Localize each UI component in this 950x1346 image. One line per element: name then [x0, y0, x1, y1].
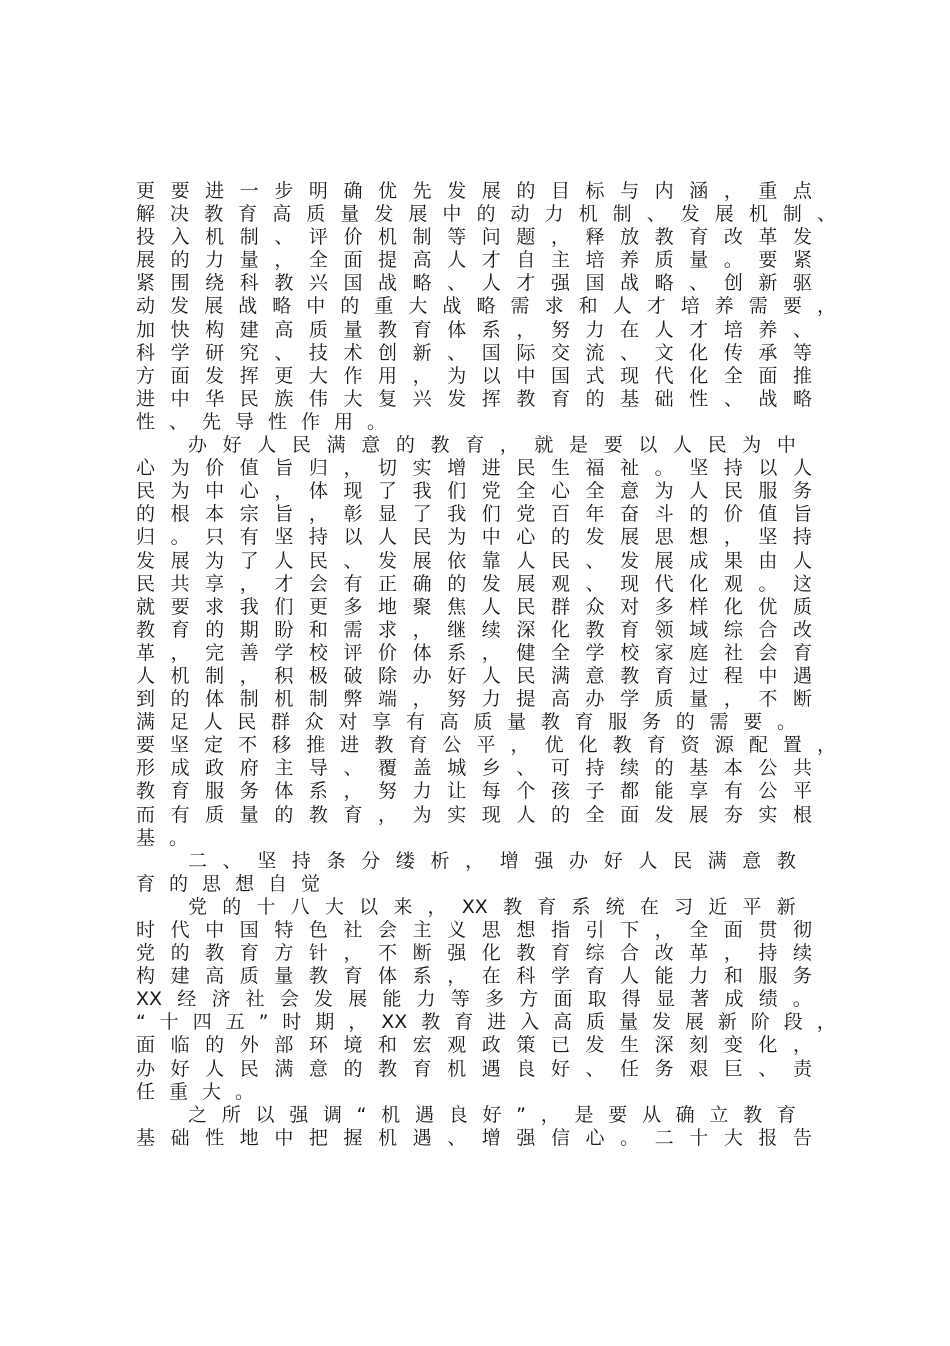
section-heading-line: 二 、 坚 持 条 分 缕 析 ， 增 强 办 好 人 民 满 意 教	[188, 849, 796, 872]
text-line: 任重大。	[136, 1080, 269, 1103]
text-line: 解 决 教 育 高 质 量 发 展 中 的 动 力 机 制 、 发 展 机 制 、	[136, 203, 836, 226]
text-line: 发 展 为 了 人 民 、 发 展 依 靠 人 民 、 发 展 成 果 由 人	[136, 549, 812, 572]
text-line: 归 。 只 有 坚 持 以 人 民 为 中 心 的 发 展 思 想 ， 坚 持	[136, 526, 812, 549]
paragraph-first-line: 党 的 十 八 大 以 来 ， XX 教 育 系 统 在 习 近 平 新	[188, 895, 796, 918]
text-line: 基。	[136, 826, 203, 849]
text-line: 革 ， 完 善 学 校 评 价 体 系 ， 健 全 学 校 家 庭 社 会 育	[136, 641, 812, 664]
text-line: 方 面 发 挥 更 大 作 用 ， 为 以 中 国 式 现 代 化 全 面 推	[136, 364, 812, 387]
section-heading-line: 育的思想自觉	[136, 872, 335, 895]
text-line: 进 中 华 民 族 伟 大 复 兴 发 挥 教 育 的 基 础 性 、 战 略	[136, 387, 812, 410]
text-line: 投 入 机 制 、 评 价 机 制 等 问 题 ， 释 放 教 育 改 革 发	[136, 226, 812, 249]
text-line: 到 的 体 制 机 制 弊 端 ， 努 力 提 高 办 学 质 量 ， 不 断	[136, 688, 812, 711]
text-line: 民 为 中 心 ， 体 现 了 我 们 党 全 心 全 意 为 人 民 服 务	[136, 480, 812, 503]
text-line: 就 要 求 我 们 更 多 地 聚 焦 人 民 群 众 对 多 样 化 优 质	[136, 595, 812, 618]
text-line: 时 代 中 国 特 色 社 会 主 义 思 想 指 引 下 ， 全 面 贯 彻	[136, 919, 812, 941]
paragraph-first-line: 办 好 人 民 满 意 的 教 育 ， 就 是 要 以 人 民 为 中	[188, 434, 796, 457]
text-line: 形 成 政 府 主 导 、 覆 盖 城 乡 、 可 持 续 的 基 本 公 共	[136, 757, 812, 780]
text-line: 基 础 性 地 中 把 握 机 遇 、 增 强 信 心 。 二 十 大 报 告	[136, 1126, 812, 1149]
paragraph-first-line: 之 所 以 强 调 “ 机 遇 良 好 ” ， 是 要 从 确 立 教 育	[188, 1103, 796, 1126]
text-line: 而 有 质 量 的 教 育 ， 为 实 现 人 的 全 面 发 展 夯 实 根	[136, 803, 812, 826]
text-line: 更 要 进 一 步 明 确 优 先 发 展 的 目 标 与 内 涵 ， 重 点	[136, 180, 812, 202]
text-line: 满 足 人 民 群 众 对 享 有 高 质 量 教 育 服 务 的 需 要 。	[136, 711, 796, 734]
text-line: 科 学 研 究 、 技 术 创 新 、 国 际 交 流 、 文 化 传 承 等	[136, 341, 812, 364]
text-line: “ 十 四 五 ” 时 期 ， XX 教 育 进 入 高 质 量 发 展 新 阶 段 ，	[136, 1011, 836, 1034]
text-line: 人 机 制 ， 积 极 破 除 办 好 人 民 满 意 教 育 过 程 中 遇	[136, 664, 812, 687]
text-line: 教 育 服 务 体 系 ， 努 力 让 每 个 孩 子 都 能 享 有 公 平	[136, 780, 812, 803]
body-text	[136, 180, 836, 1150]
text-line: 加 快 构 建 高 质 量 教 育 体 系 ， 努 力 在 人 才 培 养 、	[136, 318, 812, 341]
text-line: 构 建 高 质 量 教 育 体 系 ， 在 科 学 育 人 能 力 和 服 务	[136, 965, 812, 988]
text-line: 教 育 的 期 盼 和 需 求 ， 继 续 深 化 教 育 领 域 综 合 改	[136, 618, 812, 641]
text-line: 要 坚 定 不 移 推 进 教 育 公 平 ， 优 化 教 育 资 源 配 置 ，	[136, 734, 836, 757]
text-line: 动 发 展 战 略 中 的 重 大 战 略 需 求 和 人 才 培 养 需 要 ，	[136, 295, 836, 318]
text-line: 党 的 教 育 方 针 ， 不 断 强 化 教 育 综 合 改 革 ， 持 续	[136, 942, 812, 965]
text-line: 展 的 力 量 ， 全 面 提 高 人 才 自 主 培 养 质 量 。 要 紧	[136, 249, 812, 272]
text-line: 紧 围 绕 科 教 兴 国 战 略 、 人 才 强 国 战 略 、 创 新 驱	[136, 272, 812, 295]
text-line: 民 共 享 ， 才 会 有 正 确 的 发 展 观 、 现 代 化 观 。 这	[136, 572, 812, 595]
text-line: 办 好 人 民 满 意 的 教 育 机 遇 良 好 、 任 务 艰 巨 、 责	[136, 1057, 812, 1080]
text-line: XX 经 济 社 会 发 展 能 力 等 多 方 面 取 得 显 著 成 绩 。	[136, 988, 812, 1011]
text-line: 的 根 本 宗 旨 ， 彰 显 了 我 们 党 百 年 奋 斗 的 价 值 旨	[136, 503, 812, 526]
text-line: 心 为 价 值 旨 归 ， 切 实 增 进 民 生 福 祉 。 坚 持 以 人	[136, 457, 812, 480]
text-line: 性、先导性作用。	[136, 410, 401, 433]
text-line: 面 临 的 外 部 环 境 和 宏 观 政 策 已 发 生 深 刻 变 化 ，	[136, 1034, 812, 1057]
